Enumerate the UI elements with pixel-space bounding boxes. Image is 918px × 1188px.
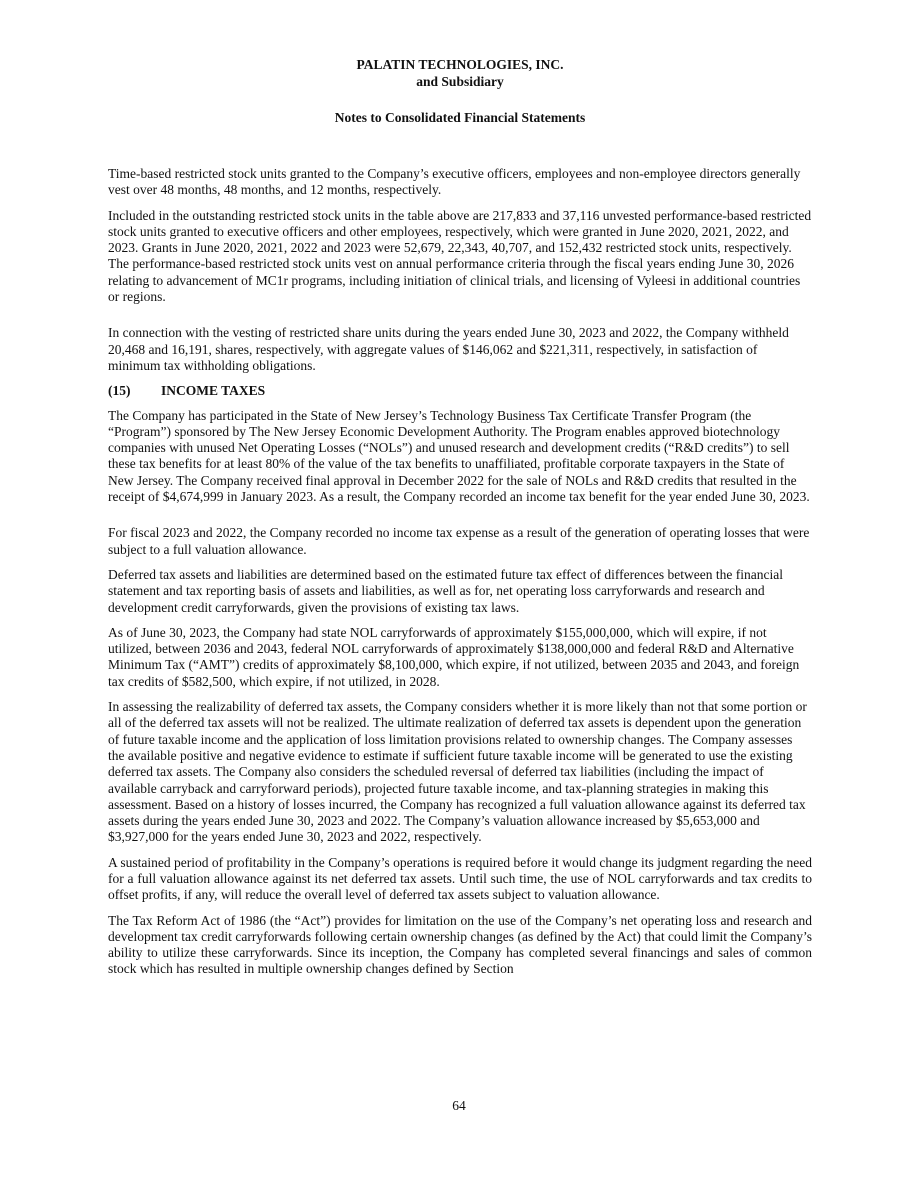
- document-page: [108, 48, 812, 987]
- paragraph-nj-program: The Company has participated in the State of New Jersey’s Technology Business Tax Certificate Transfer Program (the “Program”) sponsored by The New Jersey Economic Development Authority. The Program enables approved biotechnology companies with unused Net Operating Losses (“NOLs”) and unused research and development credits (“R&D credits”) to sell these tax benefits for at least 80% of the value of the tax benefits to unaffiliated, profitable corporate taxpayers in the State of New Jersey. The Company received final approval in December 2022 for the sale of NOLs and R&D credits that resulted in the receipt of $4,674,999 in January 2023. As a result, the Company recorded an income tax benefit for the year ended June 30, 2023.: [108, 407, 810, 505]
- paragraph-rsu-withholding: In connection with the vesting of restricted share units during the years ended June 30, 2023 and 2022, the Company withheld 20,468 and 16,191, shares, respectively, with aggregate values of $146,062 and $221,311, respectively, in satisfaction of minimum tax withholding obligations.: [108, 325, 789, 373]
- document-body: [108, 166, 812, 978]
- section-title: INCOME TAXES: [161, 383, 266, 399]
- paragraph-nol-carryforwards: As of June 30, 2023, the Company had state NOL carryforwards of approximately $155,000,000, which will expire, if not utilized, between 2036 and 2043, federal NOL carryforwards of approximately $138,000,000 and federal R&D and Alternative Minimum Tax (“AMT”) credits of approximately $8,100,000, which expire, if not utilized, between 2035 and 2043, and foreign tax credits of $582,500, which expire, if not utilized, in 2028.: [108, 624, 800, 689]
- paragraph-tax-reform-act: The Tax Reform Act of 1986 (the “Act”) provides for limitation on the use of the Company’s net operating loss and research and development tax credit carryforwards following certain ownership changes (as defined by the Act) that could limit the Company’s ability to utilize these carryforwards. Since its inception, the Company has completed several financings and sales of common stock which has resulted in multiple ownership changes defined by Section: [108, 912, 812, 977]
- paragraph-no-tax-expense: For fiscal 2023 and 2022, the Company recorded no income tax expense as a result of the generation of operating losses that were subject to a full valuation allowance.: [108, 525, 810, 557]
- section-number: (15): [108, 383, 131, 399]
- paragraph-time-based-rsu: Time-based restricted stock units granted to the Company’s executive officers, employees and non-employee directors generally vest over 48 months, 48 months, and 12 months, respectively.: [108, 166, 801, 198]
- paragraph-realizability: In assessing the realizability of deferred tax assets, the Company considers whether it is more likely than not that some portion or all of the deferred tax assets will not be realized. The ultimate realization of deferred tax assets is dependent upon the generation of future taxable income and the application of loss limitation provisions related to ownership changes. The Company assesses the available positive and negative evidence to estimate if sufficient future taxable income will be generated to use the existing deferred tax assets. The Company also considers the scheduled reversal of deferred tax liabilities (including the impact of available carryback and carryforward periods), projected future taxable income, and tax-planning strategies in making this assessment. Based on a history of losses incurred, the Company has recognized a full valuation allowance against its deferred tax assets during the years ended June 30, 2023 and 2022. The Company’s valuation allowance increased by $5,653,000 and $3,927,000 for the years ended June 30, 2023 and 2022, respectively.: [108, 699, 807, 845]
- subsidiary-line: and Subsidiary: [416, 74, 504, 89]
- notes-title: Notes to Consolidated Financial Statements: [334, 110, 586, 125]
- section-heading-income-taxes: [108, 383, 812, 399]
- page-number: 64: [452, 1098, 466, 1113]
- company-name: PALATIN TECHNOLOGIES, INC.: [356, 57, 564, 72]
- page-header: [108, 56, 812, 126]
- paragraph-deferred-tax: Deferred tax assets and liabilities are determined based on the estimated future tax effect of differences between the financial statement and tax reporting basis of assets and liabilities, as well as for, net operating loss carryforwards and research and development credit carryforwards, given the provisions of existing tax laws.: [108, 566, 783, 615]
- paragraph-profitability: A sustained period of profitability in the Company’s operations is required before it would change its judgment regarding the need for a full valuation allowance against its net deferred tax assets. Until such time, the use of NOL carryforwards and tax credits to offset profits, if any, will reduce the overall level of deferred tax assets subject to valuation allowance.: [108, 854, 812, 903]
- paragraph-performance-rsu: Included in the outstanding restricted stock units in the table above are 217,833 and 37,116 unvested performance-based restricted stock units granted to executive officers and other employees, respectively, which were granted in June 2020, 2021, 2022, and 2023. Grants in June 2020, 2021, 2022 and 2023 were 52,679, 22,343, 40,707, and 152,432 restricted stock units, respectively. The performance-based restricted stock units vest on annual performance criteria through the fiscal years ending June 30, 2026 relating to advancement of MC1r programs, including initiation of clinical trials, and licensing of Vyleesi in additional countries or regions.: [108, 207, 812, 305]
